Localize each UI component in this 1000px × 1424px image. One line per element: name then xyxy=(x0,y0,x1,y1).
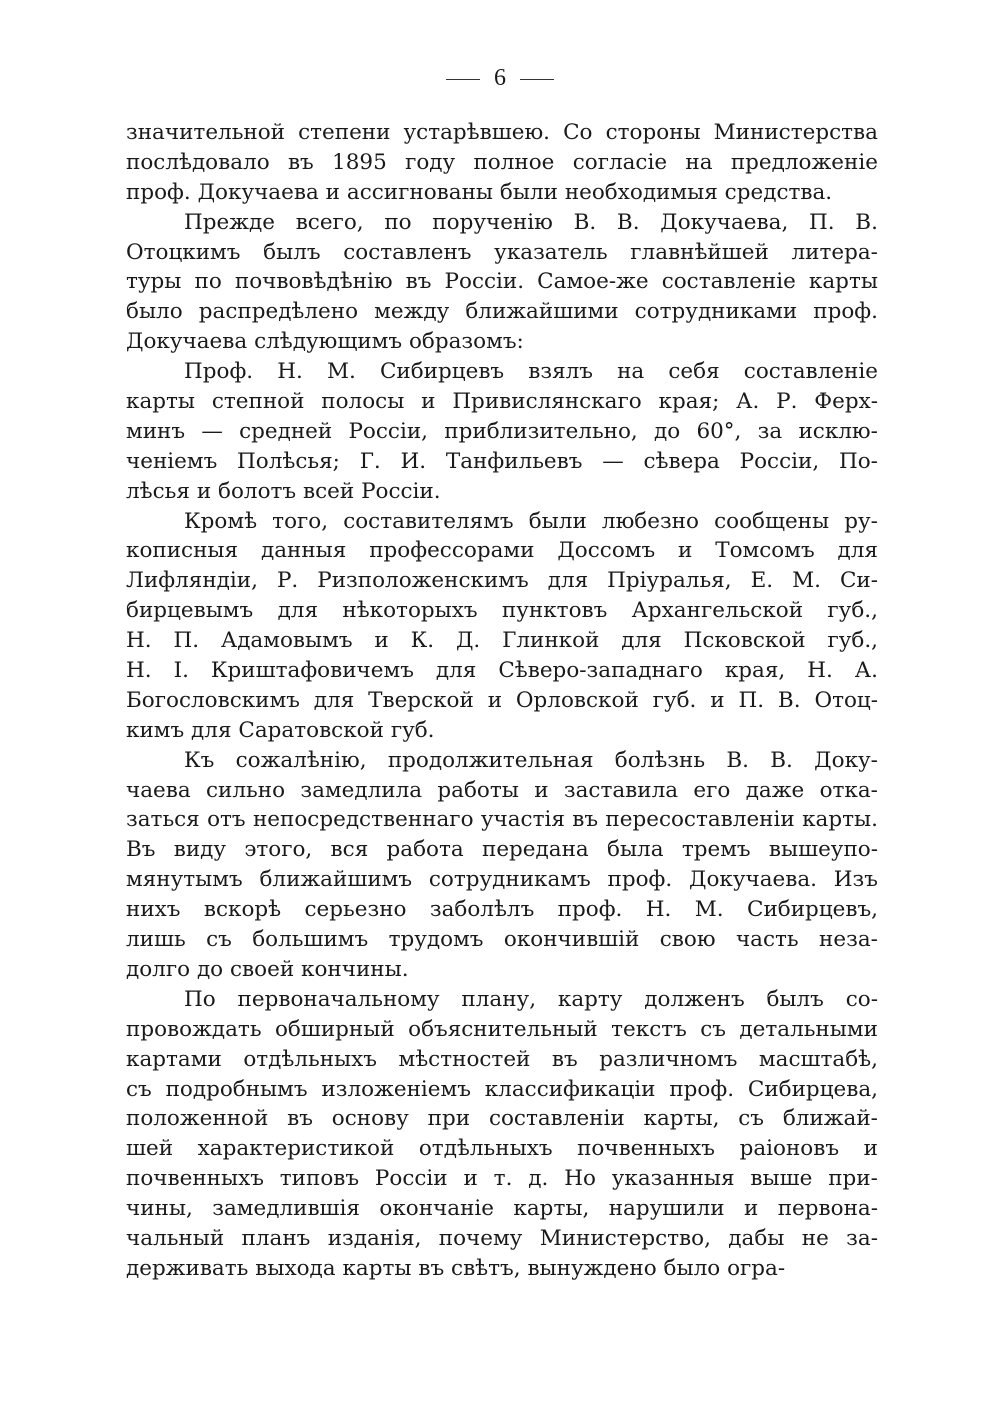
paragraph xyxy=(126,357,878,506)
text-line: Прежде всего, по порученію В. В. Докучаева, П. В. xyxy=(184,209,878,235)
text-line: Кромѣ того, составителямъ были любезно сообщены ру- xyxy=(184,508,878,534)
text-line: съ подробнымъ изложеніемъ классификаціи проф. Сибирцева, xyxy=(126,1076,878,1102)
paragraph xyxy=(126,118,878,208)
text-line: чальный планъ изданія, почему Министерство, дабы не за- xyxy=(126,1225,878,1251)
body-text xyxy=(126,118,878,1284)
text-line: послѣдовало въ 1895 году полное согласіе на предложеніе xyxy=(126,149,878,175)
text-line: шей характеристикой отдѣльныхъ почвенныхъ раіоновъ и xyxy=(126,1136,878,1162)
page-number-text: 6 xyxy=(494,65,506,91)
text-line: нихъ вскорѣ серьезно заболѣлъ проф. Н. М. Сибирцевъ, xyxy=(126,897,878,923)
text-line: лишь съ большимъ трудомъ окончившій свою часть неза- xyxy=(126,927,878,953)
text-line: Докучаева слѣдующимъ образомъ: xyxy=(126,329,524,355)
text-line: карты степной полосы и Привислянскаго края; А. Р. Ферх- xyxy=(126,389,878,415)
text-line: картами отдѣльныхъ мѣстностей въ различномъ масштабѣ, xyxy=(126,1046,878,1072)
page-number xyxy=(0,62,1000,94)
text-line: ченіемъ Полѣсья; Г. И. Танфильевъ — сѣвера Россіи, По- xyxy=(126,448,878,474)
text-line: кимъ для Саратовской губ. xyxy=(126,717,435,743)
text-line: Къ сожалѣнію, продолжительная болѣзнь В. В. Доку- xyxy=(184,747,878,773)
text-line: Лифляндіи, Р. Ризположенскимъ для Пріуралья, Е. М. Си- xyxy=(126,568,878,594)
text-line: Въ виду этого, вся работа передана была тремъ вышеупо- xyxy=(126,837,878,863)
text-line: держивать выхода карты въ свѣтъ, вынуждено было огра- xyxy=(126,1255,786,1281)
text-line: лѣсья и болотъ всей Россіи. xyxy=(126,478,441,504)
text-line: Н. П. Адамовымъ и К. Д. Глинкой для Псковской губ., xyxy=(126,628,878,654)
text-line: почвенныхъ типовъ Россіи и т. д. Но указанныя выше при- xyxy=(126,1166,878,1192)
paragraph xyxy=(126,985,878,1284)
text-line: чины, замедлившія окончаніе карты, нарушили и первона- xyxy=(126,1196,878,1222)
text-line: туры по почвовѣдѣнію въ Россіи. Самое-же составленіе карты xyxy=(126,269,878,295)
text-line: значительной степени устарѣвшею. Со стороны Министерства xyxy=(126,120,878,145)
text-line: По первоначальному плану, карту долженъ былъ со- xyxy=(184,986,878,1012)
text-line: чаева сильно замедлила работы и заставила его даже отка- xyxy=(126,777,878,803)
text-line: кописныя данныя профессорами Доссомъ и Томсомъ для xyxy=(126,538,878,564)
text-line: долго до своей кончины. xyxy=(126,956,409,982)
text-line: Проф. Н. М. Сибирцевъ взялъ на себя составленіе xyxy=(184,359,878,385)
paragraph xyxy=(126,507,878,746)
text-line: было распредѣлено между ближайшими сотрудниками проф. xyxy=(126,299,878,325)
text-line: бирцевымъ для нѣкоторыхъ пунктовъ Архангельской губ., xyxy=(126,598,878,624)
folio-dash-left xyxy=(446,79,480,80)
text-line: минъ — средней Россіи, приблизительно, до 60°, за исклю- xyxy=(126,418,878,444)
text-line: положенной въ основу при составленіи карты, съ ближай- xyxy=(126,1106,878,1132)
text-line: заться отъ непосредственнаго участія въ пересоставленіи карты. xyxy=(126,807,878,833)
text-line: провождать обширный объяснительный текстъ съ детальными xyxy=(126,1016,878,1042)
paragraph xyxy=(126,208,878,357)
text-line: Отоцкимъ былъ составленъ указатель главнѣйшей литера- xyxy=(126,239,878,265)
paragraph xyxy=(126,746,878,985)
folio-dash-right xyxy=(520,79,554,80)
text-line: Богословскимъ для Тверской и Орловской губ. и П. В. Отоц- xyxy=(126,687,878,713)
text-line: Н. І. Криштафовичемъ для Сѣверо-западнаго края, Н. А. xyxy=(126,658,878,684)
text-line: мянутымъ ближайшимъ сотрудникамъ проф. Докучаева. Изъ xyxy=(126,867,878,893)
text-line: проф. Докучаева и ассигнованы были необходимыя средства. xyxy=(126,179,833,205)
